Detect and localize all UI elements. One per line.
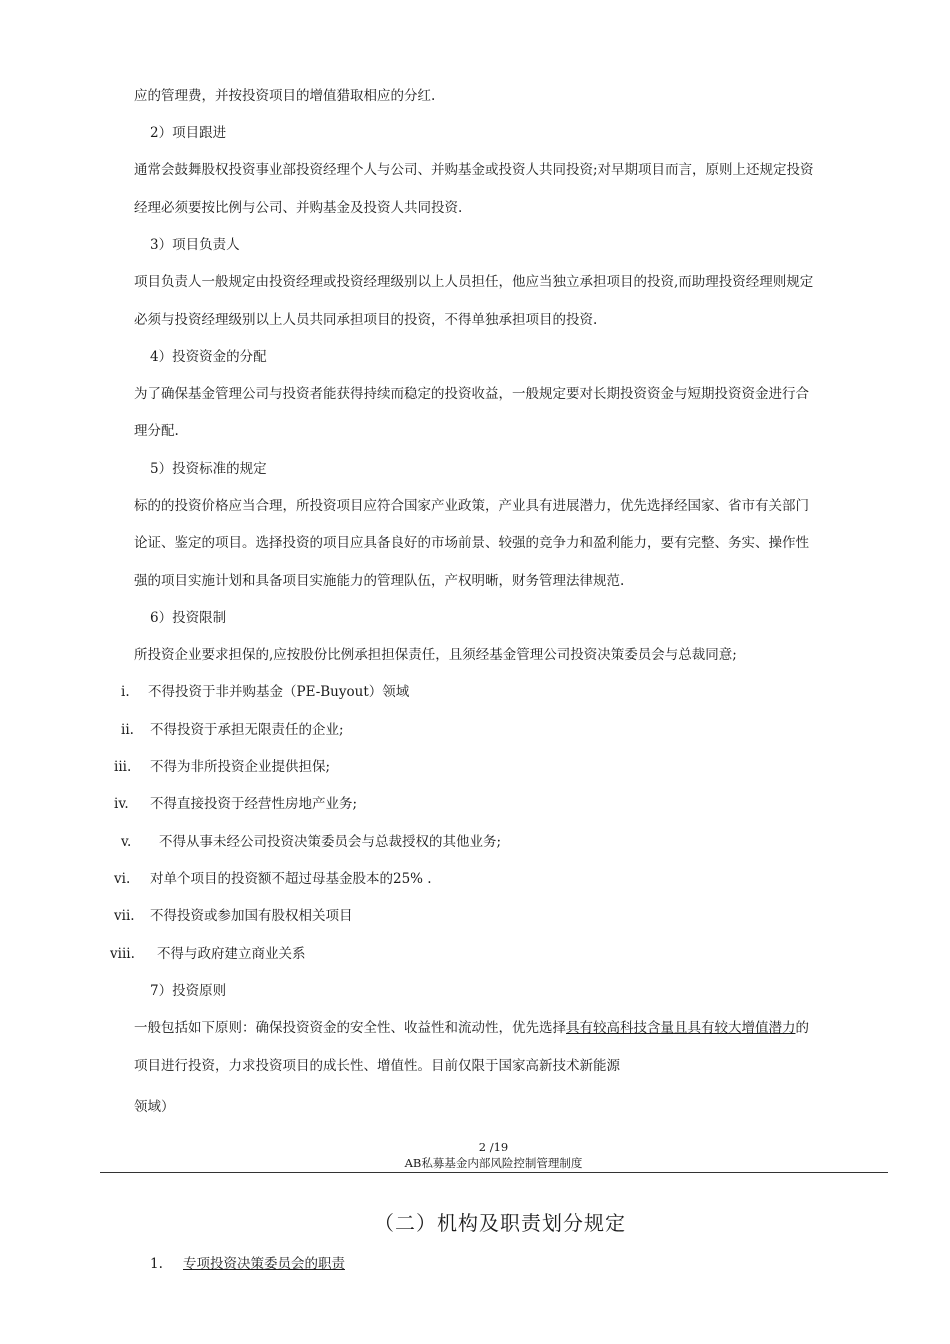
paragraph-line: 经理必须要按比例与公司、并购基金及投资人共同投资. [134, 200, 463, 216]
subheading-investment-limits: 6）投资限制 [150, 610, 227, 626]
paragraph-line: 标的的投资价格应当合理，所投资项目应符合国家产业政策，产业具有进展潜力，优先选择经国家、省市有关部门 [134, 498, 809, 514]
list-item: 不得从事未经公司投资决策委员会与总裁授权的其他业务; [159, 834, 502, 850]
subheading-investment-standard: 5）投资标准的规定 [150, 461, 267, 477]
list-item: 不得投资或参加国有股权相关项目 [150, 908, 353, 924]
paragraph-line: 论证、鉴定的项目。选择投资的项目应具备良好的市场前景、较强的竞争力和盈利能力，要有完整、务实、操作性 [134, 535, 809, 551]
list-item-number: vii. [114, 908, 135, 924]
list-item-number: vi. [114, 871, 131, 887]
footer-doc-title: AB私募基金内部风险控制管理制度 [404, 1156, 583, 1170]
paragraph-line: 必须与投资经理级别以上人员共同承担项目的投资，不得单独承担项目的投资. [134, 312, 598, 328]
paragraph-line: 所投资企业要求担保的,应按股份比例承担担保责任，且须经基金管理公司投资决策委员会与总裁同意; [134, 647, 737, 663]
list-item-number: i. [121, 684, 130, 700]
subheading-investment-principles: 7）投资原则 [150, 983, 227, 999]
paragraph-line [134, 1018, 809, 1038]
section-item-title: 专项投资决策委员会的职责 [183, 1256, 345, 1272]
subheading-fund-allocation: 4）投资资金的分配 [150, 349, 267, 365]
section-item-number: 1. [150, 1256, 163, 1272]
footer-divider [100, 1172, 888, 1173]
list-item: 不得直接投资于经营性房地产业务; [150, 796, 358, 812]
underlined-text: 具有较高科技含量且具有较大增值潜力 [566, 1020, 796, 1036]
paragraph-line: 领域） [134, 1099, 175, 1115]
list-item: 不得投资于非并购基金（PE-Buyout）领域 [148, 684, 410, 700]
paragraph-text: 一般包括如下原则：确保投资资金的安全性、收益性和流动性，优先选择 [134, 1020, 566, 1036]
paragraph-line: 理分配. [134, 423, 179, 439]
paragraph-line: 通常会鼓舞股权投资事业部投资经理个人与公司、并购基金或投资人共同投资;对早期项目而言，原则上还规定投资 [134, 162, 814, 178]
paragraph-text: 的 [795, 1020, 809, 1036]
list-item: 不得与政府建立商业关系 [157, 946, 306, 962]
section-title: （二）机构及职责划分规定 [374, 1211, 626, 1235]
list-item-number: iii. [114, 759, 132, 775]
list-item-number: ii. [121, 722, 134, 738]
page-number: 2 /19 [478, 1140, 509, 1154]
paragraph-line: 应的管理费，并按投资项目的增值猎取相应的分红. [134, 88, 436, 104]
paragraph-line: 强的项目实施计划和具备项目实施能力的管理队伍，产权明晰，财务管理法律规范. [134, 573, 625, 589]
subheading-project-lead: 3）项目负责人 [150, 237, 240, 253]
list-item: 不得为非所投资企业提供担保; [150, 759, 331, 775]
list-item: 对单个项目的投资额不超过母基金股本的25% . [150, 871, 432, 887]
list-item-number: v. [121, 834, 132, 850]
subheading-project-follow: 2）项目跟进 [150, 125, 227, 141]
paragraph-line: 项目负责人一般规定由投资经理或投资经理级别以上人员担任，他应当独立承担项目的投资,而助理投资经理则规定 [134, 274, 814, 290]
list-item-number: iv. [114, 796, 129, 812]
list-item: 不得投资于承担无限责任的企业; [150, 722, 344, 738]
paragraph-line: 项目进行投资，力求投资项目的成长性、增值性。目前仅限于国家高新技术新能源 [134, 1058, 620, 1074]
paragraph-line: 为了确保基金管理公司与投资者能获得持续而稳定的投资收益，一般规定要对长期投资资金与短期投资资金进行合 [134, 386, 809, 402]
list-item-number: viii. [110, 946, 135, 962]
